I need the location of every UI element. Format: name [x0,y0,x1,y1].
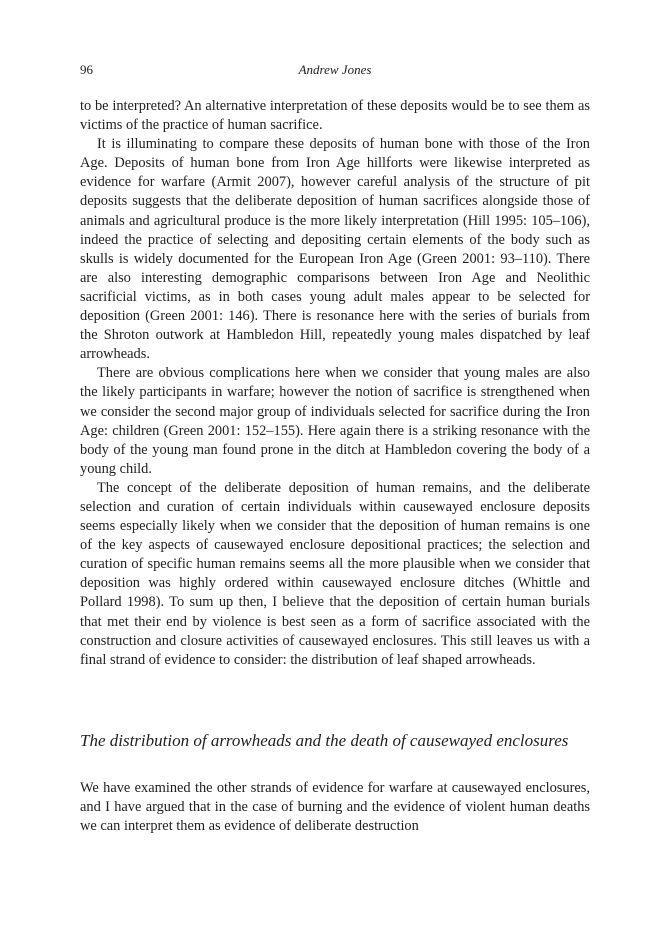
running-head [80,60,590,80]
paragraph-iron-age: It is illuminating to compare these deposits of human bone with those of the Iron Age. Deposits of human bone from Iron Age hillforts were likewise interpreted as evidence for warfare (Armit 2007), however careful analysis of the structure of pit deposits suggests that the deliberate deposition of human sacrifices alongside those of animals and agricultural produce is the more likely interpretation (Hill 1995: 105–106), indeed the practice of selecting and depositing certain elements of the body such as skulls is widely documented for the European Iron Age (Green 2001: 93–110). There are also interesting demographic comparisons between Iron Age and Neolithic sacrificial victims, as in both cases young adult males appear to be selected for deposition (Green 2001: 146). There is resonance here with the series of burials from the Shroton outwork at Hambledon Hill, repeatedly young males dispatched by leaf arrowheads. [80,136,590,363]
page-number: 96 [80,62,93,77]
body-text [80,97,590,670]
section-heading: The distribution of arrowheads and the death of causewayed enclosures [80,731,569,750]
paragraph-continuation: to be interpreted? An alternative interpretation of these deposits would be to see them as victims of the practice of human sacrifice. [80,98,590,134]
paragraph-complications: There are obvious complications here when we consider that young males are also the likely participants in warfare; however the notion of sacrifice is strengthened when we consider the second major group of individuals selected for sacrifice during the Iron Age: children (Green 2001: 152–155). Here again there is a striking resonance with the body of the young man found prone in the ditch at Hambledon covering the body of a young child. [80,365,590,477]
paragraph-deliberate-deposition: The concept of the deliberate deposition of human remains, and the deliberate selection and curation of certain individuals within causewayed enclosure deposits seems especially likely when we consider that the deposition of human remains is one of the key aspects of causewayed enclosure depositional practices; the selection and curation of specific human remains seems all the more plausible when we consider that deposition was highly ordered within causewayed enclosure ditches (Whittle and Pollard 1998). To sum up then, I believe that the deposition of certain human burials that met their end by violence is best seen as a form of sacrifice associated with the construction and closure activities of causewayed enclosures. This still leaves us with a final strand of evidence to consider: the distribution of leaf shaped arrowheads. [80,479,590,668]
running-head-author: Andrew Jones [298,62,372,77]
section-paragraph: We have examined the other strands of evidence for warfare at causewayed enclosures, and I have argued that in the case of burning and the evidence of violent human deaths we can interpret them as evidence of deliberate destruction [80,780,590,835]
